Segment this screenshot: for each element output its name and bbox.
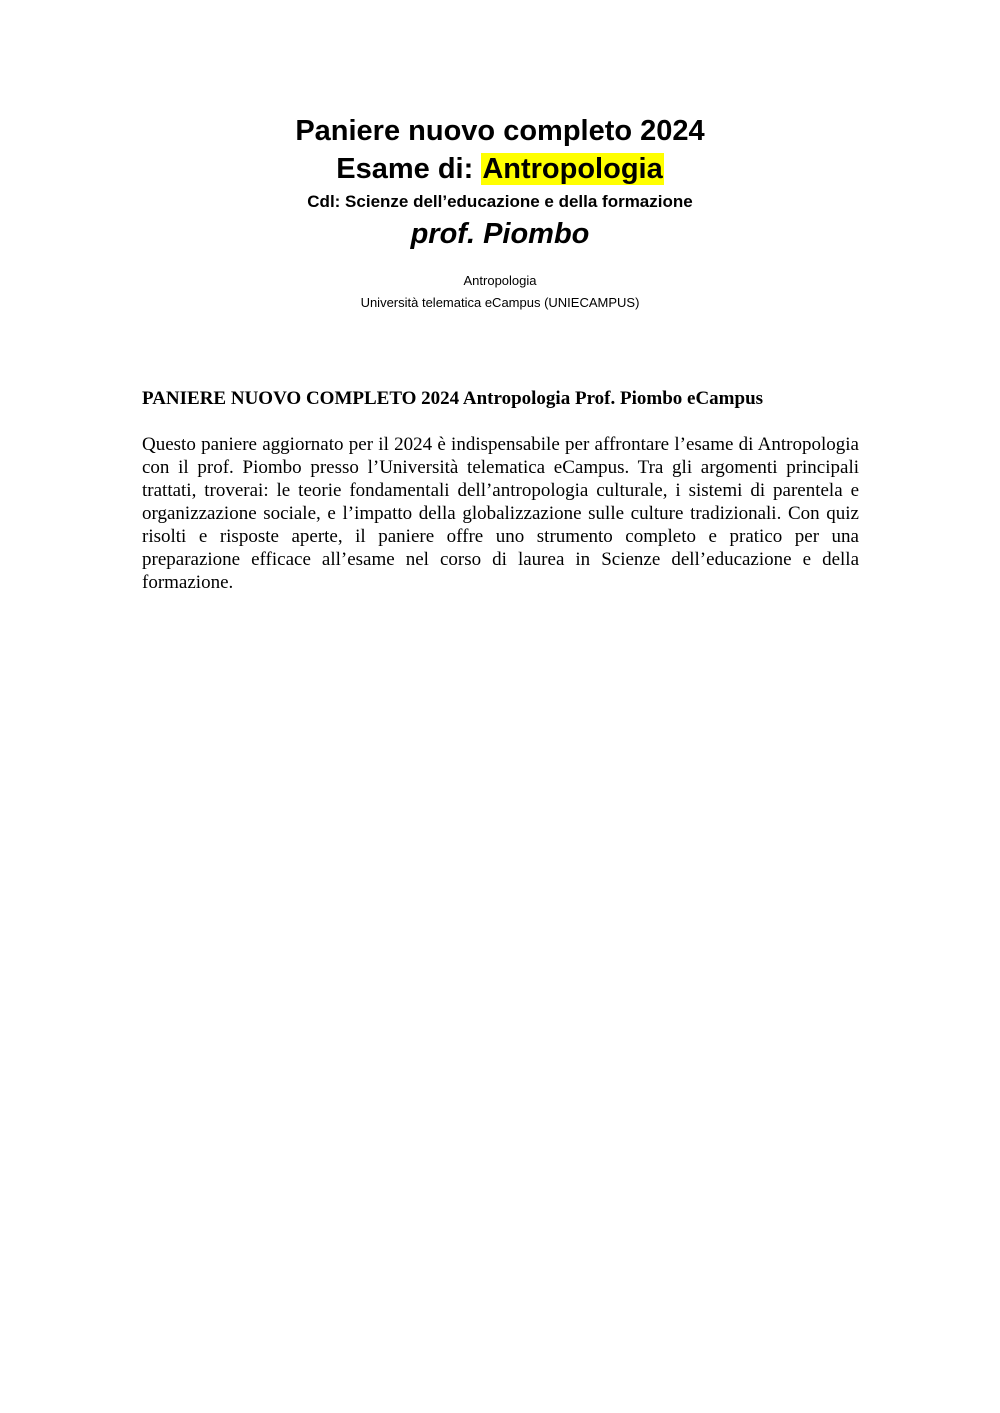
exam-line	[0, 150, 1000, 188]
degree-course: Cdl: Scienze dell’educazione e della formazione	[307, 192, 693, 211]
section-heading: PANIERE NUOVO COMPLETO 2024 Antropologia Prof. Piombo eCampus	[142, 388, 764, 409]
course-name: Antropologia	[463, 273, 537, 288]
professor-name: prof. Piombo	[410, 218, 590, 250]
exam-subject-highlight: Antropologia	[482, 153, 663, 185]
university-name: Università telematica eCampus (UNIECAMPUS)	[360, 295, 640, 310]
document-title: Paniere nuovo completo 2024	[295, 115, 705, 147]
document-body	[142, 387, 859, 594]
exam-prefix: Esame di:	[336, 153, 482, 185]
description-paragraph: Questo paniere aggiornato per il 2024 è indispensabile per affrontare l’esame di Antropologia con il prof. Piombo presso l’Università telematica eCampus. Tra gli argomenti principali trattati, troverai: le teorie fondamentali dell’antropologia culturale, i sistemi di parentela e organizzazione sociale, e l’impatto della globalizzazione sulle culture tradizionali. Con quiz risolti e risposte aperte, il paniere offre uno strumento completo e pratico per una preparazione efficace all’esame nel corso di laurea in Scienze dell’educazione e della formazione.	[142, 434, 859, 593]
document-header	[0, 112, 1000, 252]
document-meta	[0, 270, 1000, 314]
